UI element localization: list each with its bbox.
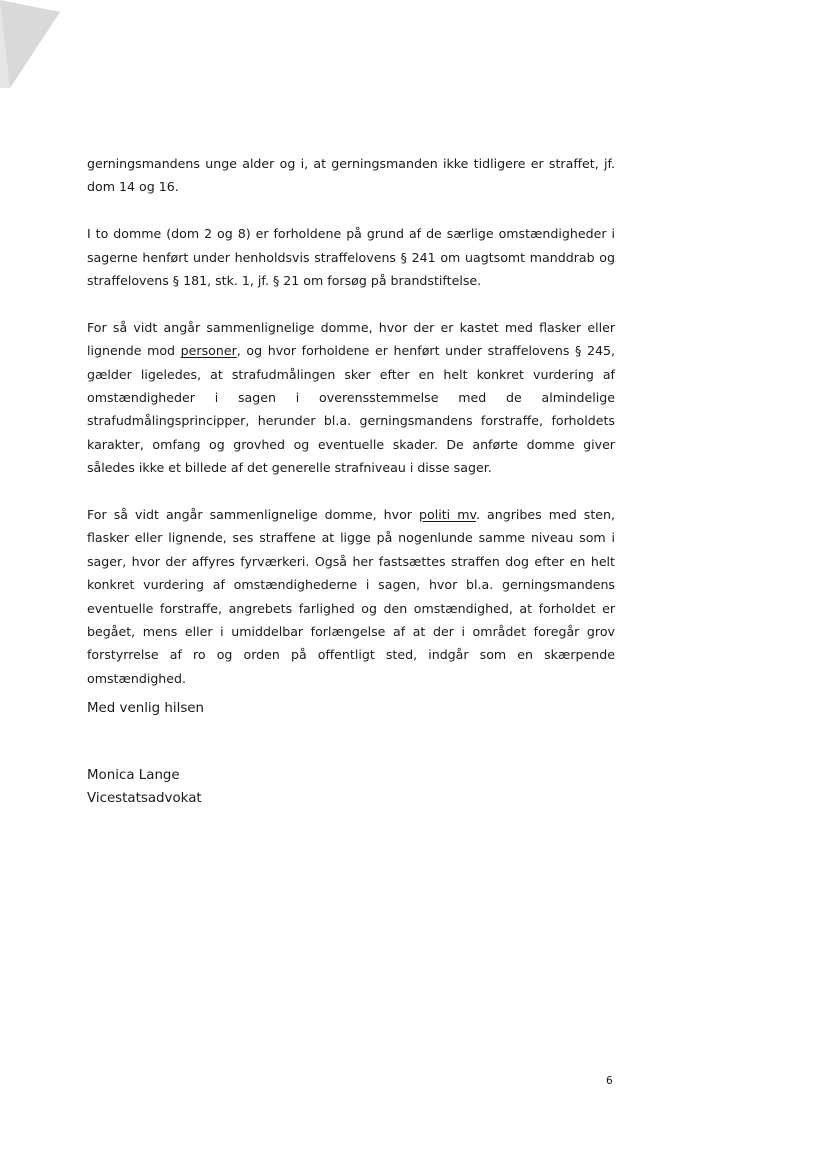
paragraph-3 (87, 316, 615, 480)
page-number: 6 (606, 1075, 613, 1087)
paragraph-1 (87, 152, 615, 199)
paragraph-4 (87, 503, 615, 690)
signer-name: Monica Lange (87, 768, 180, 783)
letter-body (87, 152, 615, 714)
page-corner-fold (0, 0, 62, 90)
paragraph-1-text: gerningsmandens unge alder og i, at gerningsmanden ikke tidligere er straffet, jf. dom 14 og 16. (87, 156, 615, 195)
paragraph-3-text-after: , og hvor forholdene er henført under straffelovens § 245, gælder ligeledes, at strafudmålingen sker efter en helt konkret vurdering af omstændigheder i sagen i overensstemmelse med de almindelige strafudmålingsprincipper, herunder bl.a. gerningsmandens forstraffe, forholdets karakter, omfang og grovhed og eventuelle skader. De anførte domme giver således ikke et billede af det generelle strafniveau i disse sager. (87, 343, 615, 476)
paragraph-4-text-before: For så vidt angår sammenlignelige domme, hvor (87, 507, 420, 523)
paragraph-3-underlined: personer (180, 343, 237, 359)
paragraph-4-text-after: . angribes med sten, flasker eller lignende, ses straffene at ligge på nogenlunde samme niveau som i sager, hvor der affyres fyrværkeri. Også her fastsættes straffen dog efter en helt konkret vurdering af omstændighederne i sagen, hvor bl.a. gerningsmandens eventuelle forstraffe, angrebets farlighed og den omstændighed, at forholdet er begået, mens eller i umiddelbar forlængelse af at der i området foregår grov forstyrrelse af ro og orden på offentligt sted, indgår som en skærpende omstændighed. (87, 507, 615, 686)
paragraph-4-underlined: politi mv (419, 507, 476, 523)
signer-title: Vicestatsadvokat (87, 791, 202, 806)
paragraph-3-text-before: For så vidt angår sammenlignelige domme, hvor der er kastet med flasker eller lignende mod (87, 319, 615, 359)
closing-greeting: Med venlig hilsen (87, 701, 205, 716)
paragraph-2-text: I to domme (dom 2 og 8) er forholdene på grund af de særlige omstændigheder i sagerne henført under henholdsvis straffelovens § 241 om uagtsomt manddrab og straffelovens § 181, stk. 1, jf. § 21 om forsøg på brandstiftelse. (87, 226, 615, 289)
paragraph-2 (87, 222, 615, 292)
signature-block (87, 764, 202, 810)
